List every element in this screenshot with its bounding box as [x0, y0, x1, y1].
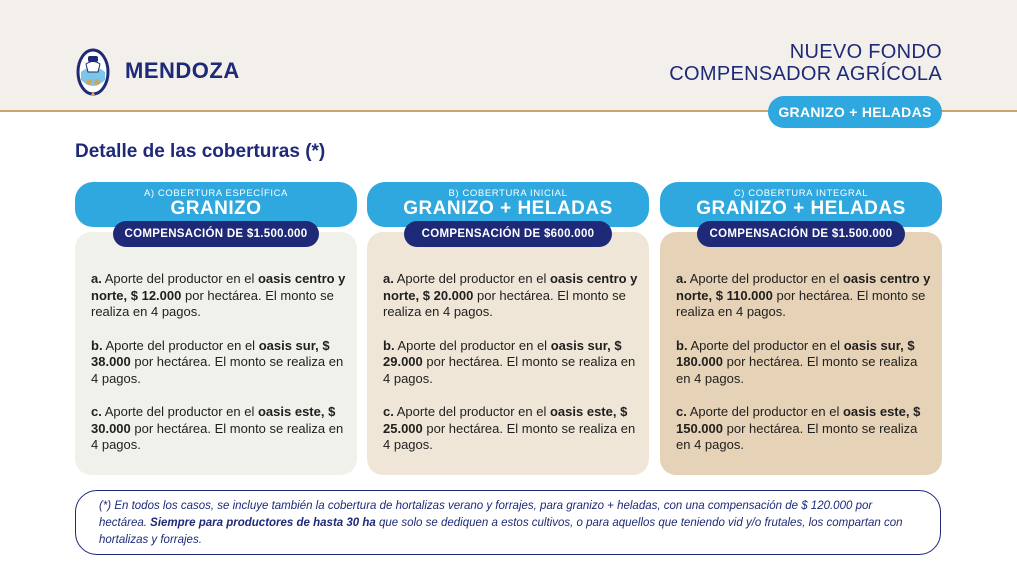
list-item: c. Aporte del productor en el oasis este, $ 150.000 por hectárea. El monto se realiza en 4 pagos.: [676, 404, 921, 452]
list-item: b. Aporte del productor en el oasis sur, $ 38.000 por hectárea. El monto se realiza en 4 pagos.: [91, 337, 344, 386]
coverage-card-a: [75, 182, 357, 475]
coverage-name: GRANIZO: [170, 198, 262, 219]
footnote-emphasis: Siempre para productores de hasta 30 ha: [150, 517, 376, 529]
title-line-1: NUEVO FONDO: [789, 41, 942, 63]
coverage-type: A) COBERTURA ESPECÍFICA: [143, 188, 288, 199]
coverage-card-b: [367, 182, 649, 475]
footnote-text: (*) En todos los casos, se incluye también la cobertura de hortalizas verano y forrajes, para granizo + heladas, con una compensación de $ 120.000 por hectárea.: [99, 500, 873, 529]
footnote-text-end: que solo se dediquen a estos cultivos, o para aquellos que teniendo vid y/o frutales, los compartan con hortalizas y forrajes.: [99, 517, 903, 546]
mendoza-coat-of-arms-icon: [76, 44, 110, 98]
list-item: c. Aporte del productor en el oasis este, $ 30.000 por hectárea. El monto se realiza en 4 pagos.: [91, 404, 344, 452]
coverage-type: B) COBERTURA INICIAL: [448, 188, 568, 199]
list-item: b. Aporte del productor en el oasis sur, $ 29.000 por hectárea. El monto se realiza en 4 pagos.: [383, 337, 636, 386]
compensation-badge: COMPENSACIÓN DE $1.500.000: [697, 221, 905, 247]
contribution-list: [383, 271, 639, 471]
contribution-list: [91, 271, 347, 471]
page-title: [669, 41, 942, 85]
title-line-2: COMPENSADOR AGRÍCOLA: [669, 63, 942, 85]
category-badge: GRANIZO + HELADAS: [768, 96, 942, 128]
compensation-badge: COMPENSACIÓN DE $1.500.000: [113, 221, 319, 247]
list-item: a. Aporte del productor en el oasis centro y norte, $ 12.000 por hectárea. El monto se realiza en 4 pagos.: [91, 271, 346, 319]
compensation-badge: COMPENSACIÓN DE $600.000: [404, 221, 612, 247]
section-title: Detalle de las coberturas (*): [75, 141, 326, 162]
brand-name: MENDOZA: [125, 58, 240, 83]
coverage-name: GRANIZO + HELADAS: [696, 198, 906, 219]
list-item: a. Aporte del productor en el oasis centro y norte, $ 110.000 por hectárea. El monto se realiza en 4 pagos.: [676, 271, 931, 319]
coverage-name: GRANIZO + HELADAS: [403, 198, 613, 219]
coverage-type: C) COBERTURA INTEGRAL: [733, 188, 869, 199]
list-item: b. Aporte del productor en el oasis sur, $ 180.000 por hectárea. El monto se realiza en 4 pagos.: [676, 337, 918, 386]
footnote: [75, 490, 941, 555]
list-item: c. Aporte del productor en el oasis este, $ 25.000 por hectárea. El monto se realiza en 4 pagos.: [383, 404, 636, 452]
coverage-card-c: [660, 182, 942, 475]
list-item: a. Aporte del productor en el oasis centro y norte, $ 20.000 por hectárea. El monto se realiza en 4 pagos.: [383, 271, 638, 319]
contribution-list: [676, 271, 932, 471]
